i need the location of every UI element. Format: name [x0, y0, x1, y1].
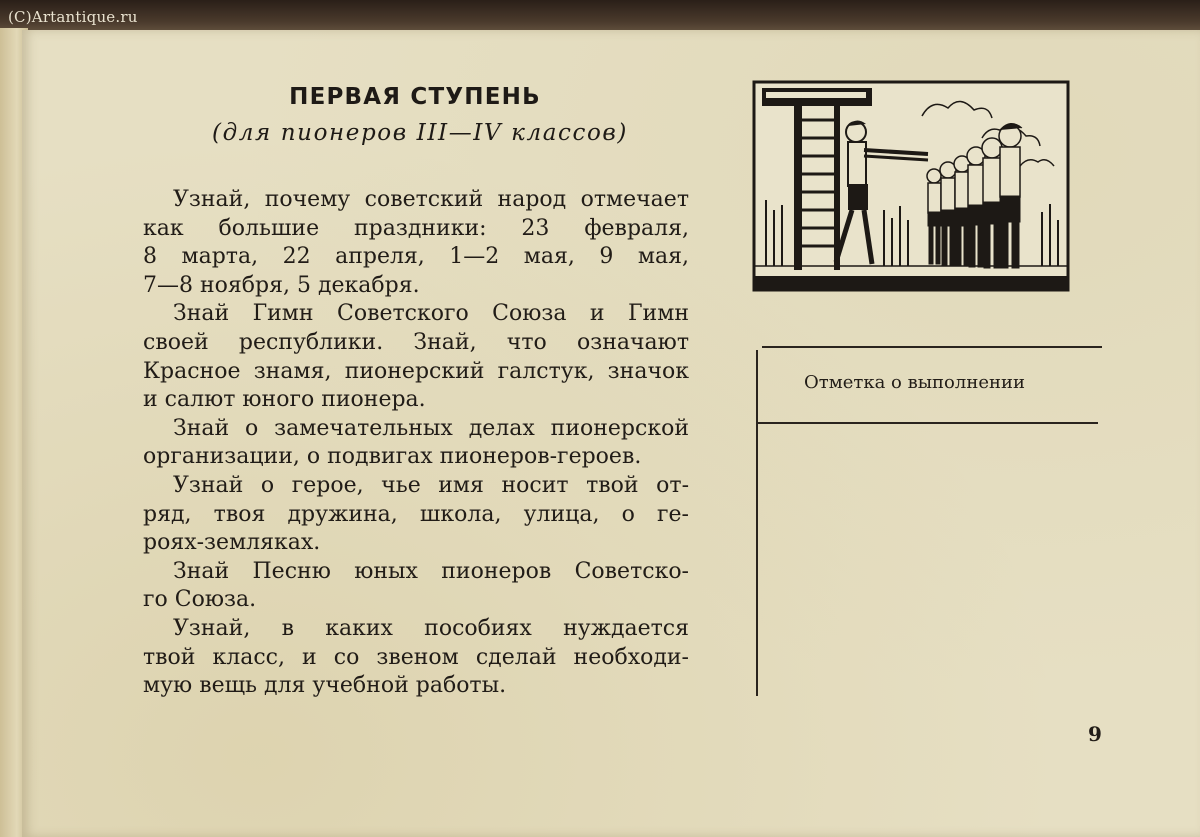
body-line: Узнай о герое, чье имя носит твой от- — [173, 472, 689, 498]
body-line: организации, о подвигах пионеров-героев. — [143, 444, 642, 470]
body-line: Узнай, почему советский народ отмечает — [173, 187, 689, 212]
body-line: твой класс, и со звеном сделай необходи- — [143, 644, 689, 670]
pioneer-exercise-illustration — [752, 80, 1070, 292]
completion-box-divider — [758, 422, 1098, 424]
body-line: 8 марта, 22 апреля, 1—2 мая, 9 мая, — [143, 244, 689, 270]
completion-box-top-rule — [762, 346, 1102, 348]
body-line: го Союза. — [143, 587, 257, 613]
body-line: 7—8 ноября, 5 декабря. — [143, 272, 420, 298]
completion-box-left-rule — [756, 350, 758, 696]
body-line: Знай Гимн Советского Союза и Гимн — [173, 301, 689, 327]
body-line: ряд, твоя дружина, школа, улица, о ге- — [143, 501, 689, 527]
completion-box — [756, 346, 1102, 696]
completion-label: Отметка о выполнении — [804, 372, 1025, 393]
body-line: и салют юного пионера. — [143, 387, 426, 413]
page-heading: ПЕРВАЯ СТУПЕНЬ — [289, 84, 541, 110]
page-number: 9 — [1088, 722, 1102, 746]
page-subheading: (для пионеров III—IV классов) — [212, 120, 628, 146]
body-text — [143, 186, 689, 701]
body-line: мую вещь для учебной работы. — [143, 673, 507, 699]
body-line: роях-земляках. — [143, 530, 321, 556]
body-line: Знай Песню юных пионеров Советско- — [173, 558, 689, 584]
body-line: своей республики. Знай, что означают — [143, 329, 689, 355]
body-line: Знай о замечательных делах пионерской — [173, 415, 689, 441]
body-line: Узнай, в каких пособиях нуждается — [173, 615, 689, 641]
body-line: Красное знамя, пионерский галстук, значок — [143, 358, 689, 384]
watermark: (C)Artantique.ru — [8, 8, 138, 26]
body-line: как большие праздники: 23 февраля, — [143, 215, 689, 241]
